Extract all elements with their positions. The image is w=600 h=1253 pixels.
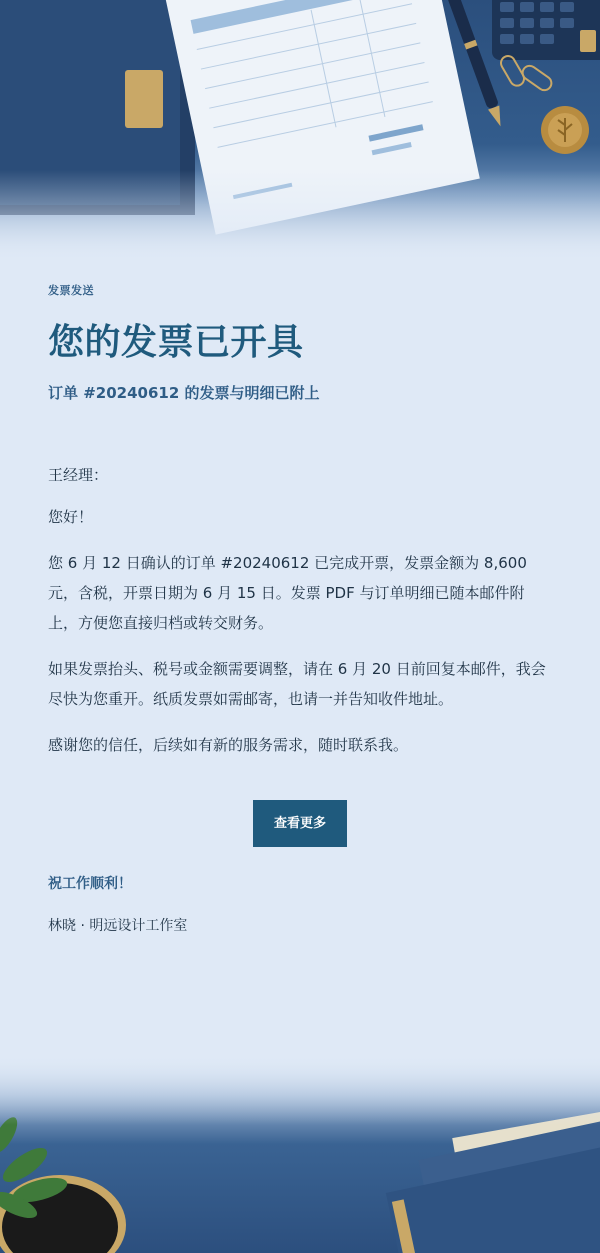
calculator-icon: [492, 0, 600, 60]
salutation: 王经理：: [48, 466, 109, 484]
email-body: [48, 284, 552, 937]
footer-image: [0, 1055, 600, 1253]
page-title: 您的发票已开具: [48, 322, 304, 363]
signature: 林晓 · 明远设计工作室: [48, 918, 188, 934]
folder-icon: [386, 1107, 600, 1253]
cta-container: [48, 800, 552, 847]
header-image: [0, 0, 600, 262]
paragraph-invoice-details: 您 6 月 12 日确认的订单 #20240612 已完成开票，发票金额为 8,600 元，含税，开票日期为 6 月 15 日。发票 PDF 与订单明细已随本邮件附上，方便您直接归档或转交财务。: [48, 554, 527, 632]
paragraph-adjustments: 如果发票抬头、税号或金额需要调整，请在 6 月 20 日前回复本邮件，我会尽快为您重开。纸质发票如需邮寄，也请一并告知收件地址。: [48, 660, 546, 708]
view-more-button[interactable]: 查看更多: [253, 800, 347, 847]
eyebrow-label: 发票发送: [48, 284, 94, 297]
closing-line: 祝工作顺利！: [48, 876, 132, 892]
paragraph-thanks: 感谢您的信任，后续如有新的服务需求，随时联系我。: [48, 736, 409, 754]
greeting: 您好！: [48, 508, 94, 526]
page-subtitle: 订单 #20240612 的发票与明细已附上: [48, 384, 320, 402]
wax-seal-icon: [541, 106, 589, 154]
plant-icon: [0, 1114, 126, 1253]
message-body: [48, 460, 552, 760]
